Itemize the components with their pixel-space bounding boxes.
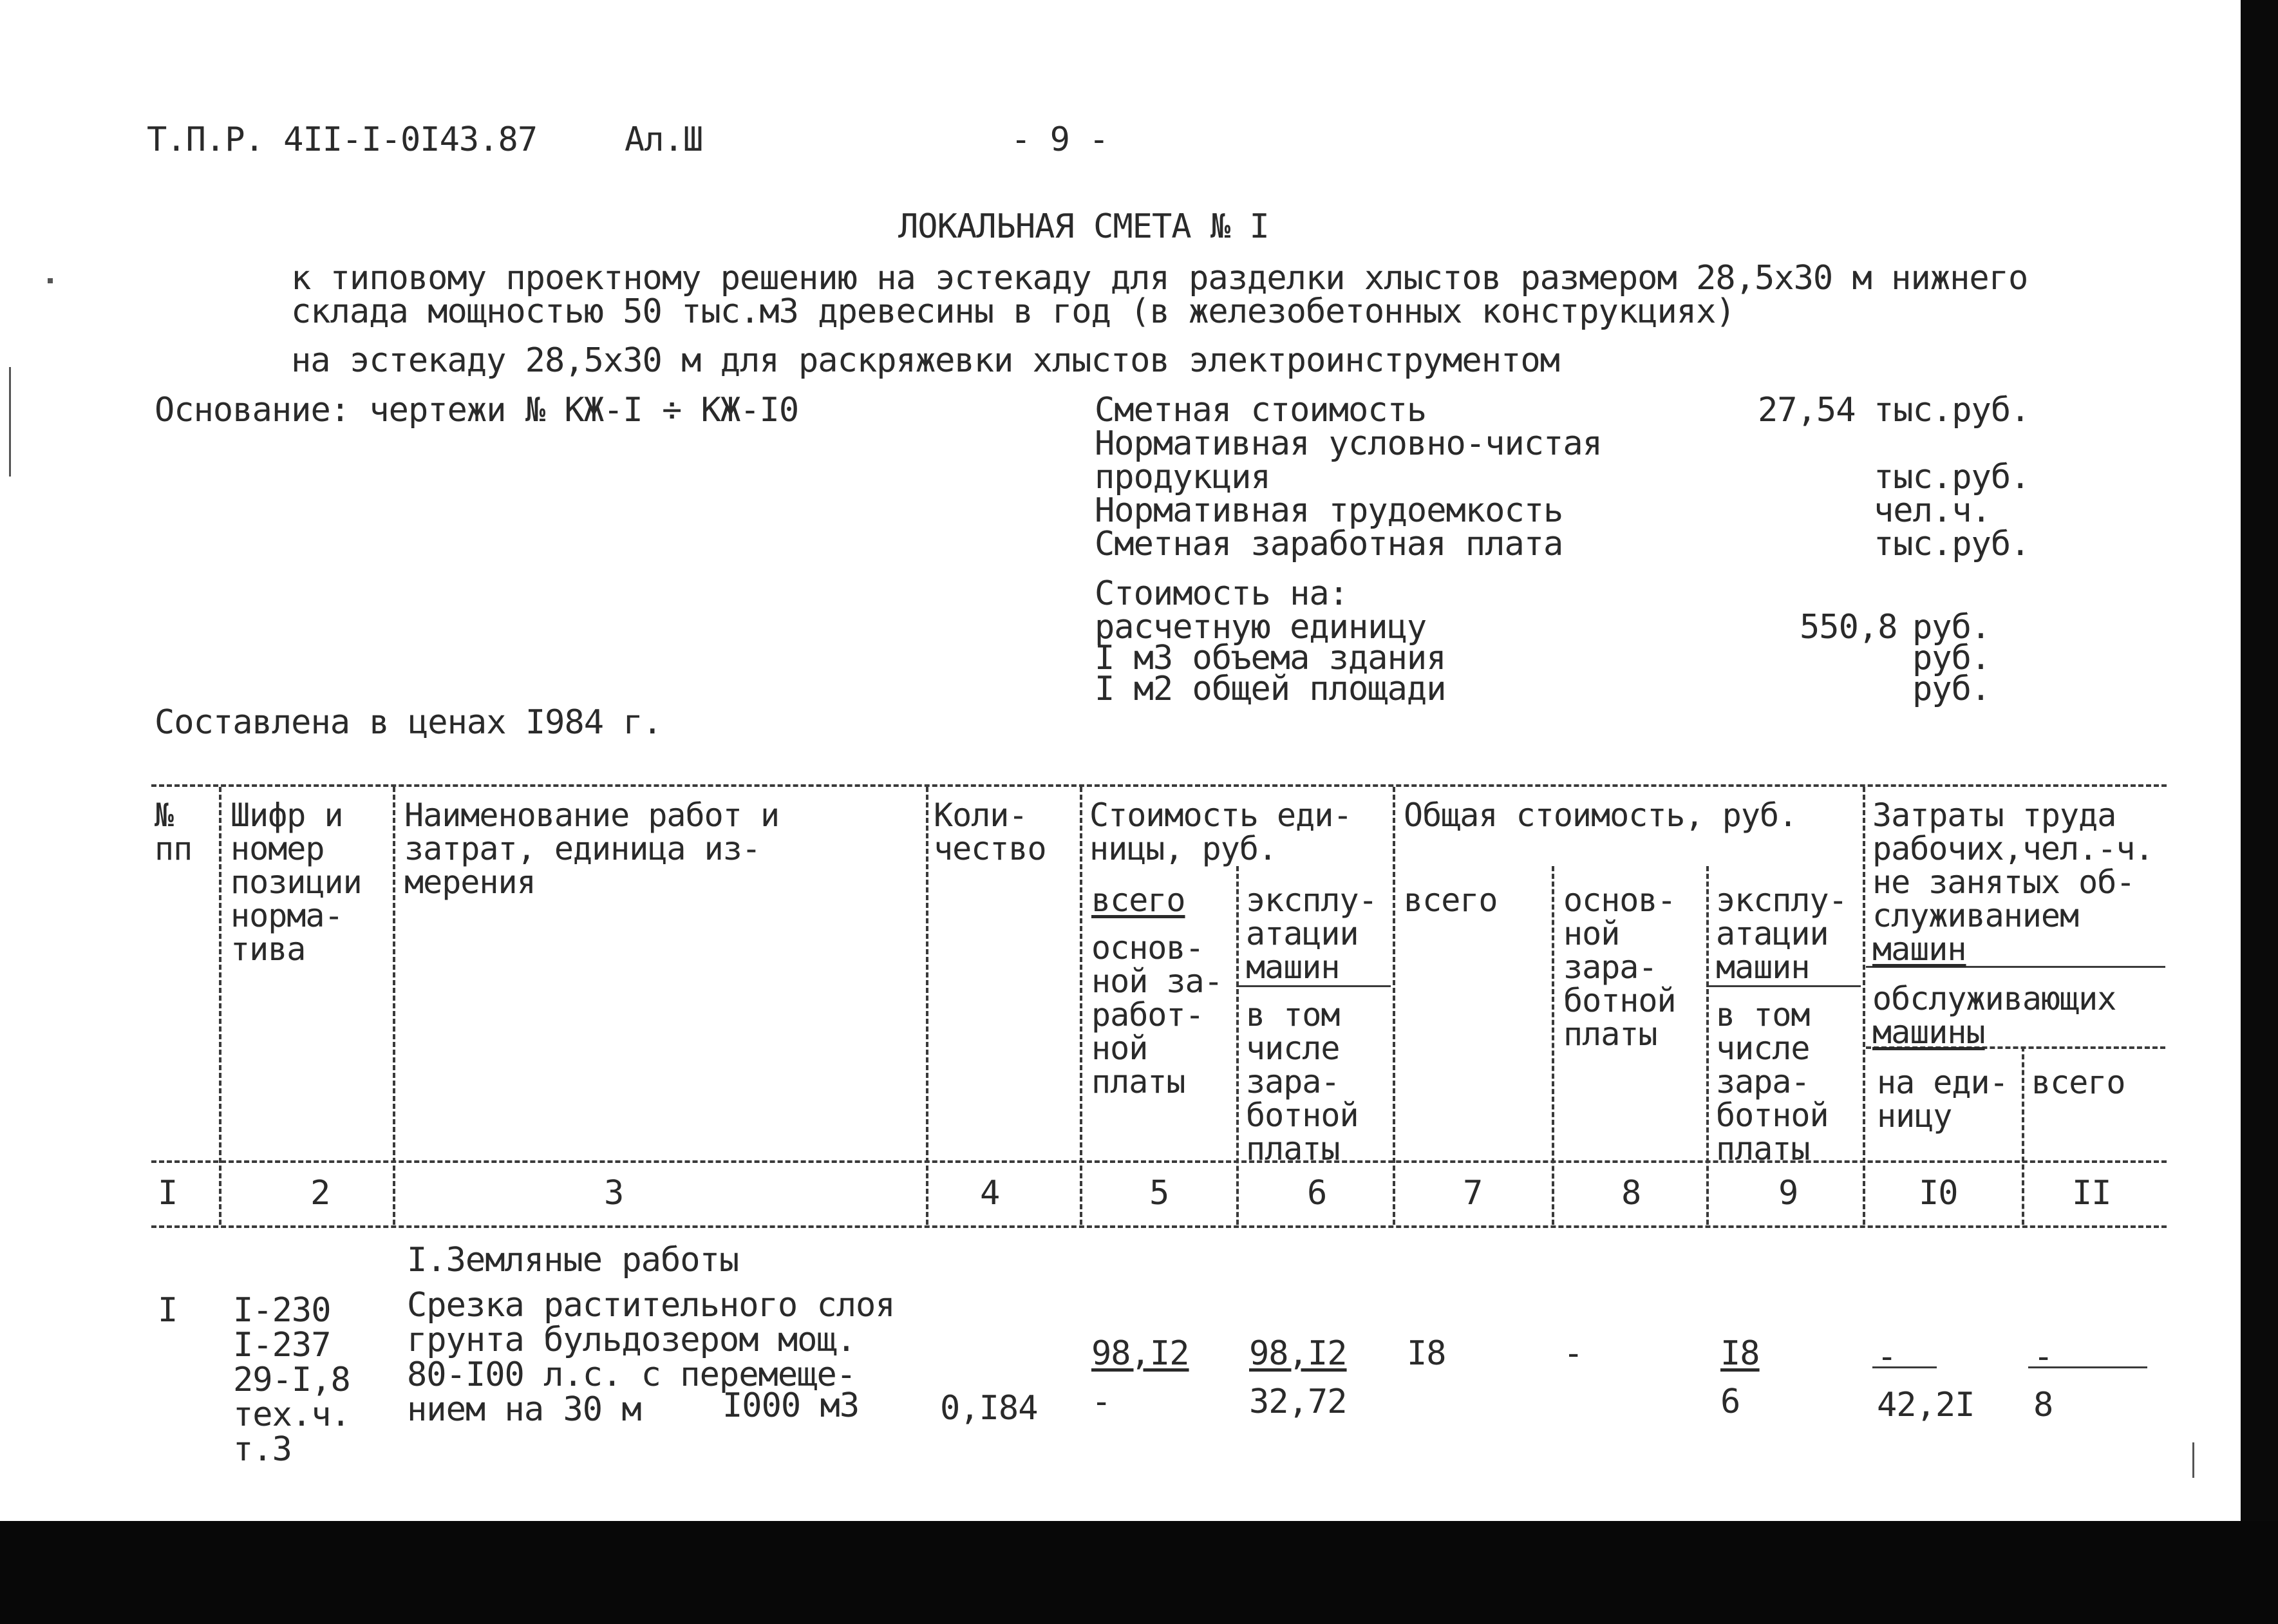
col-divider: [1552, 866, 1554, 1225]
col-divider: [2022, 1046, 2024, 1225]
summary-label: Нормативная условно-чистая: [1095, 424, 1602, 463]
row-labor-total-top: -: [2033, 1337, 2053, 1376]
column-number: 2: [310, 1174, 330, 1213]
col-divider: [1236, 866, 1239, 1225]
header-col-4: Коли- чество: [934, 797, 1046, 867]
section-title: I.Земляные работы: [407, 1241, 739, 1279]
row-code: I-230 I-237 29-I,8 тех.ч. т.3: [233, 1291, 350, 1469]
row-unit-cost-total: 98,I2: [1091, 1334, 1189, 1373]
row-labor-per-unit: 42,2I: [1877, 1386, 1975, 1424]
summary-unit: тыс.руб.: [1874, 525, 2030, 563]
col-divider: [926, 787, 928, 1225]
header-col-6-b: в том числе зара- ботной платы: [1246, 996, 1359, 1167]
basis-line: Основание: чертежи № КЖ-I ÷ КЖ-I0: [155, 391, 799, 430]
header-col-10-11-mid-underlined: машины: [1872, 1014, 1985, 1051]
col-divider: [1393, 787, 1395, 1225]
summary-unit: тыс.руб.: [1874, 458, 2030, 496]
column-number: I: [158, 1174, 178, 1213]
page-number: - 9 -: [1011, 120, 1109, 159]
scan-mark: [9, 367, 11, 477]
row-number: I: [158, 1291, 178, 1330]
cost-per-label: расчетную единицу: [1095, 608, 1427, 647]
header-col-7-9: Общая стоимость, руб.: [1404, 797, 1798, 834]
summary-unit: тыс.руб.: [1874, 391, 2030, 430]
header-col-2: Шифр и номер позиции норма- тива: [231, 797, 362, 968]
summary-label: Сметная заработная плата: [1095, 525, 1563, 563]
cost-per-label: I м2 общей площади: [1095, 670, 1446, 708]
row-unit-cost-machines: 98,I2: [1249, 1334, 1347, 1373]
row-unit-cost-machine-wages: 32,72: [1249, 1383, 1347, 1421]
cost-per-label: I м3 объема здания: [1095, 639, 1446, 677]
column-number: 4: [980, 1174, 1000, 1213]
header-col-3: Наименование работ и затрат, единица из- мерения: [404, 797, 780, 901]
document-code: Т.П.Р. 4II-I-0I43.87: [147, 120, 538, 159]
col-divider: [1706, 866, 1709, 1225]
row-labor-per-unit-top: -: [1877, 1337, 1897, 1376]
subtitle-line-2: склада мощностью 50 тыс.м3 древесины в год (в железобетонных конструкциях): [291, 292, 1735, 331]
header-col-9-a: эксплу- атации машин: [1716, 882, 1847, 986]
row-total-machines: I8: [1720, 1334, 1760, 1373]
row-labor-total: 8: [2033, 1386, 2053, 1424]
column-number: I0: [1919, 1174, 1958, 1213]
header-col-10-11-underlined: машин: [1872, 930, 1966, 968]
row-total-wages: -: [1563, 1334, 1583, 1373]
cost-per-unit: руб.: [1912, 608, 1991, 647]
header-col-8: основ- ной зара- ботной платы: [1563, 882, 1676, 1053]
header-col-6-a: эксплу- атации машин: [1246, 882, 1377, 986]
column-number: 8: [1621, 1174, 1641, 1213]
col-divider: [219, 787, 221, 1225]
header-col-7: всего: [1404, 882, 1498, 919]
summary-value: 27,54: [1758, 391, 1856, 430]
column-number: 3: [604, 1174, 624, 1213]
album-number: Ал.Ш: [625, 120, 703, 159]
header-col-5-a: всего: [1091, 882, 1185, 919]
summary-unit: чел.ч.: [1874, 491, 1991, 530]
subtitle-line-1: к типовому проектному решению на эстекаду для разделки хлыстов размером 28,5х30 м нижнего: [291, 259, 2028, 297]
row-quantity: 0,I84: [940, 1389, 1038, 1428]
summary-label: Нормативная трудоемкость: [1095, 491, 1563, 530]
header-col-10-11: Затраты труда рабочих,чел.-ч. не занятых об- служиванием: [1872, 797, 2154, 934]
scan-right-edge: [2241, 0, 2278, 1624]
col-divider: [1080, 787, 1082, 1225]
price-level-line: Составлена в ценах I984 г.: [155, 703, 662, 742]
header-col-11: всего: [2031, 1064, 2125, 1101]
column-number: 9: [1778, 1174, 1798, 1213]
table-number-rule: [151, 1225, 2167, 1228]
col-divider: [1863, 787, 1865, 1225]
row-name: Срезка растительного слоя грунта бульдозером мощ. 80-I00 л.с. с перемеще- нием на 30 м: [407, 1286, 895, 1429]
cost-per-value: 550,8: [1800, 608, 1897, 647]
row-unit-cost-wages: -: [1091, 1383, 1111, 1421]
object-line: на эстекаду 28,5х30 м для раскряжевки хлыстов электроинструментом: [291, 341, 1559, 380]
column-number: 7: [1463, 1174, 1483, 1213]
row-unit: I000 м3: [722, 1386, 860, 1425]
scan-bottom-edge: [0, 1521, 2278, 1624]
cost-per-unit: руб.: [1912, 639, 1991, 677]
header-col-9-b: в том числе зара- ботной платы: [1716, 996, 1829, 1167]
value-underline: [2028, 1366, 2147, 1368]
scan-mark: [2192, 1442, 2194, 1478]
value-underline: [1872, 1366, 1937, 1368]
col-divider: [393, 787, 395, 1225]
row-total-machine-wages: 6: [1720, 1383, 1740, 1421]
column-number: 5: [1149, 1174, 1169, 1213]
header-col-10: на еди- ницу: [1877, 1064, 2008, 1135]
column-number: II: [2072, 1174, 2111, 1213]
header-col-5-6: Стоимость еди- ницы, руб.: [1089, 797, 1352, 867]
summary-label: Сметная стоимость: [1095, 391, 1427, 430]
scan-mark: [48, 278, 53, 283]
header-col-10-11-mid: обслуживающих: [1872, 980, 2116, 1017]
cost-per-heading: Стоимость на:: [1095, 574, 1348, 613]
summary-label: продукция: [1095, 458, 1270, 496]
document-title: ЛОКАЛЬНАЯ СМЕТА № I: [898, 207, 1269, 246]
cost-per-unit: руб.: [1912, 670, 1991, 708]
row-total-cost: I8: [1407, 1334, 1446, 1373]
column-number: 6: [1307, 1174, 1327, 1213]
header-col-5-b: основ- ной за- работ- ной платы: [1091, 929, 1223, 1100]
header-col-1: № пп: [155, 797, 193, 867]
